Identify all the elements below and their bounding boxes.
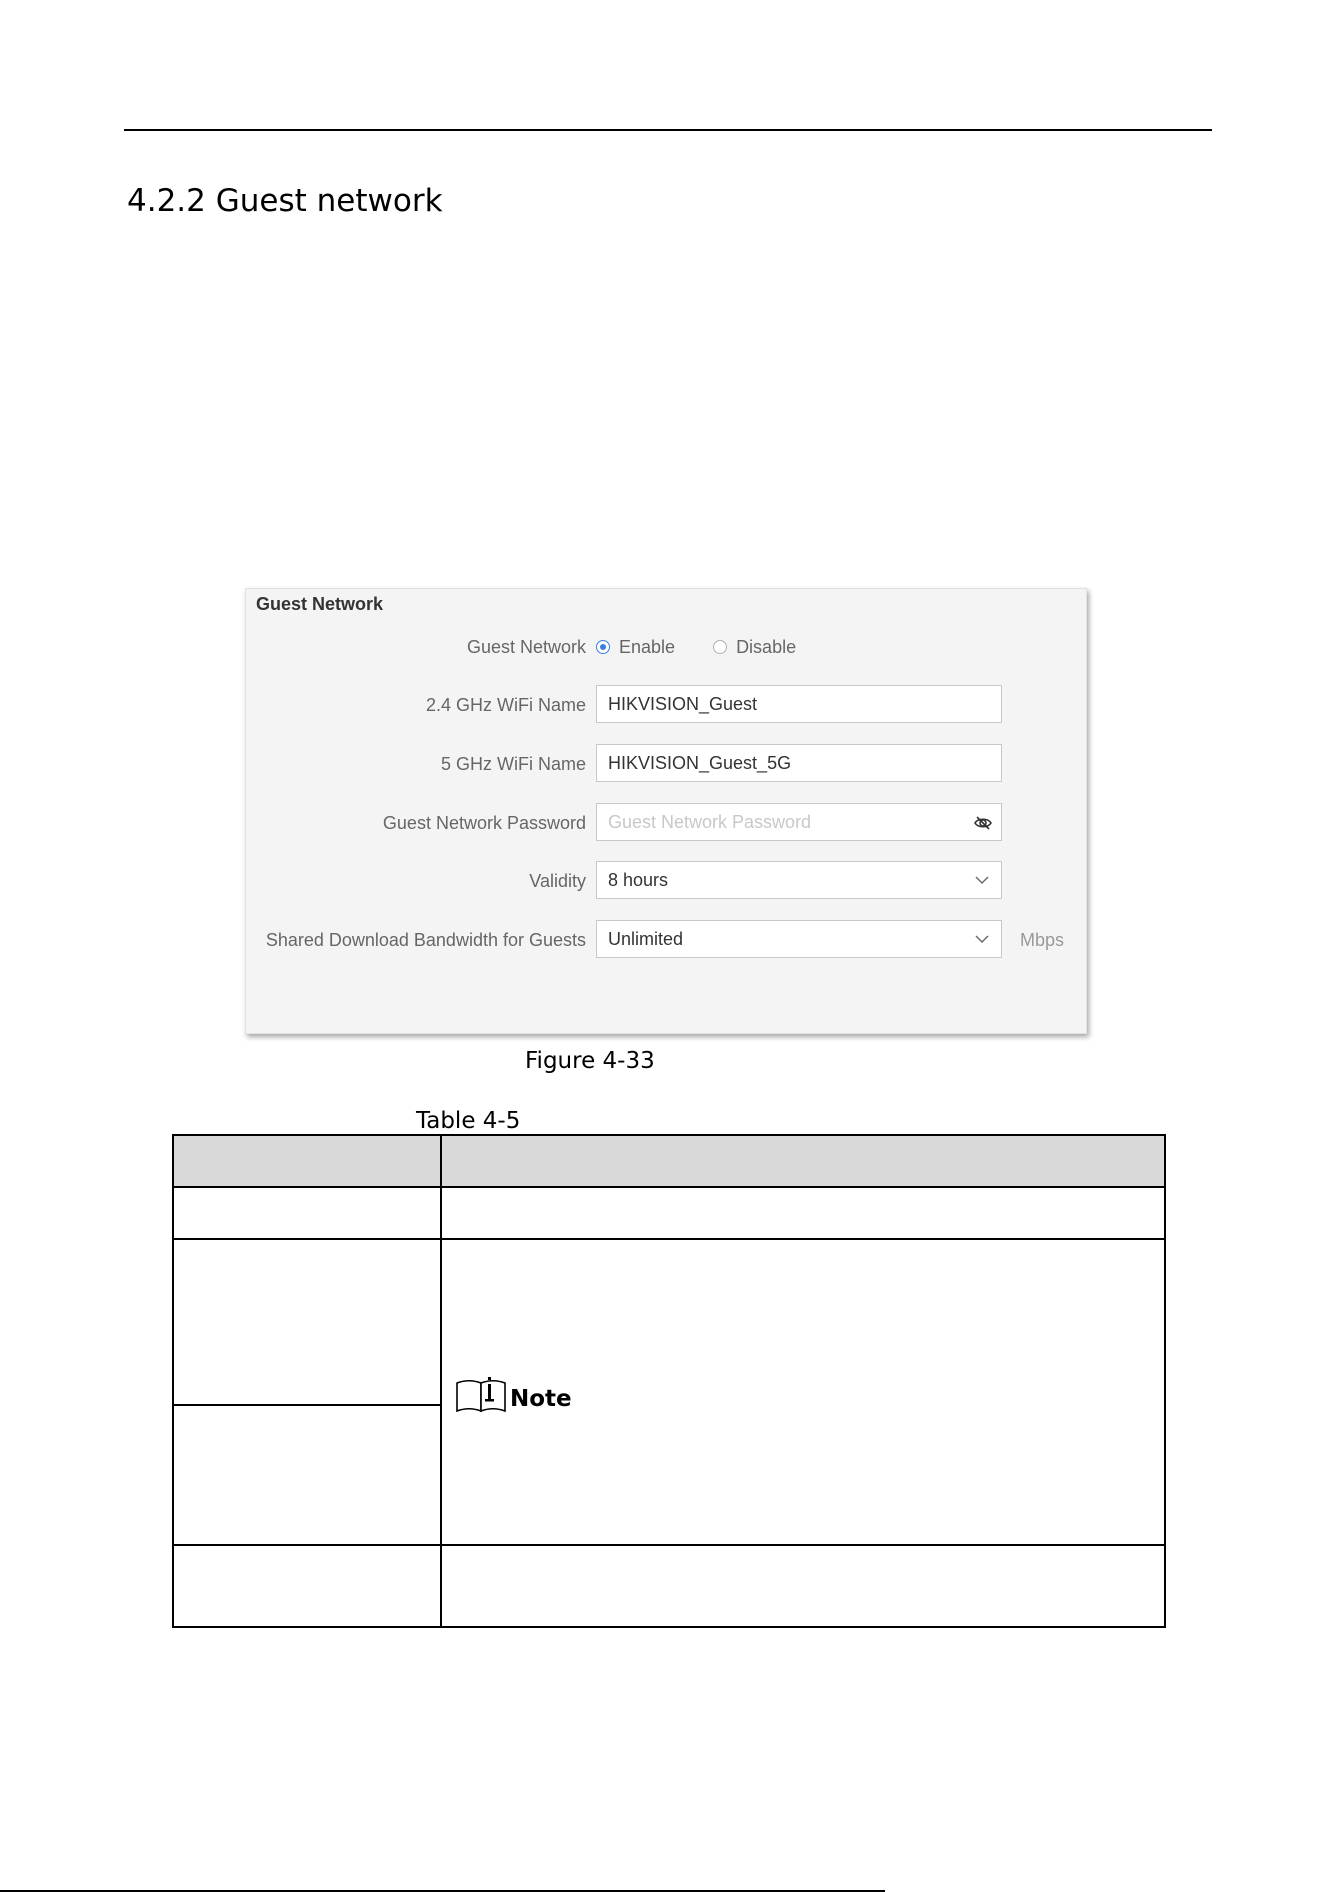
bandwidth-row: [246, 920, 1086, 960]
table-row-1-cell-2: [440, 1186, 1166, 1240]
bandwidth-select[interactable]: [596, 920, 1002, 958]
wifi-24-row: [246, 685, 1086, 725]
note-callout: [455, 1375, 572, 1413]
wifi-24-name-input[interactable]: HIKVISION_Guest: [596, 685, 1002, 723]
eye-slash-icon[interactable]: [973, 813, 993, 833]
table-row-4-cell-2: [440, 1544, 1166, 1628]
wifi-5-row: [246, 744, 1086, 784]
bandwidth-value: Unlimited: [608, 929, 684, 949]
validity-label: Validity: [529, 871, 586, 891]
note-label: Note: [510, 1386, 572, 1412]
guest-network-row: [246, 627, 1086, 667]
password-placeholder: Guest Network Password: [608, 812, 812, 832]
guest-network-label: Guest Network: [466, 637, 586, 657]
chevron-down-icon: [975, 875, 989, 885]
panel-title: Guest Network: [256, 594, 384, 614]
enable-radio[interactable]: [596, 640, 610, 654]
enable-radio-label[interactable]: Enable: [619, 636, 676, 657]
validity-value: 8 hours: [608, 870, 669, 890]
guest-network-panel: [245, 588, 1087, 1034]
table-header-cell-description: [440, 1134, 1166, 1188]
wifi-5-name-input[interactable]: HIKVISION_Guest_5G: [596, 744, 1002, 782]
header-rule: [124, 129, 1212, 131]
validity-row: [246, 861, 1086, 901]
chevron-down-icon: [975, 934, 989, 944]
wifi-5-label: 5 GHz WiFi Name: [440, 754, 586, 774]
table-row-3-cell-1: [172, 1404, 442, 1546]
note-book-icon: [455, 1375, 507, 1413]
table-row-2-cell-1: [172, 1238, 442, 1406]
password-label: Guest Network Password: [382, 813, 586, 833]
figure-caption: Figure 4-33: [525, 1048, 655, 1074]
section-heading: 4.2.2 Guest network: [127, 183, 443, 219]
password-input[interactable]: [596, 803, 1002, 841]
disable-radio-label[interactable]: Disable: [736, 636, 797, 657]
table-header-cell-parameter: [172, 1134, 442, 1188]
bandwidth-unit: Mbps: [1020, 930, 1065, 950]
table-row-1-cell-1: [172, 1186, 442, 1240]
table-row-4-cell-1: [172, 1544, 442, 1628]
bandwidth-label: Shared Download Bandwidth for Guests: [265, 930, 586, 950]
password-row: [246, 803, 1086, 843]
disable-radio[interactable]: [713, 640, 727, 654]
guest-network-radio-group: [596, 627, 834, 667]
wifi-24-label: 2.4 GHz WiFi Name: [425, 695, 586, 715]
table-caption: Table 4-5: [416, 1108, 521, 1134]
validity-select[interactable]: [596, 861, 1002, 899]
